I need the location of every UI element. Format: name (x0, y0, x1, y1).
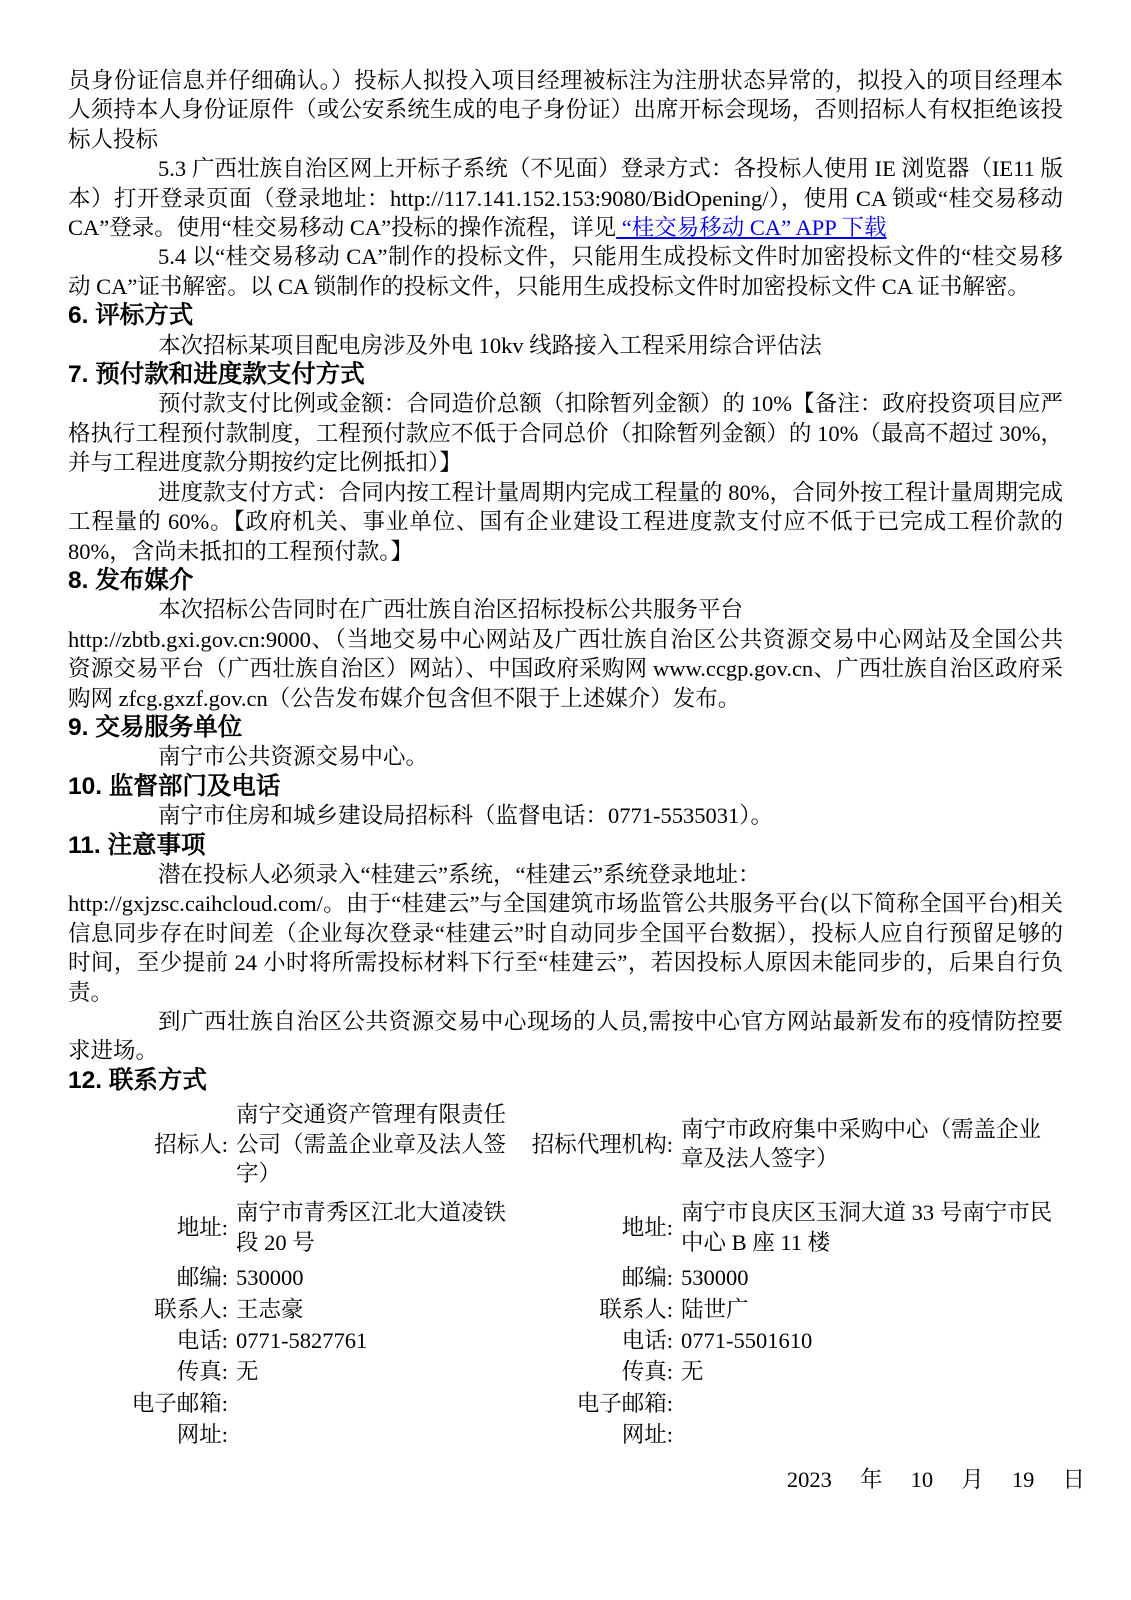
section-7-heading: 7. 预付款和进度款支付方式 (68, 361, 365, 389)
section-10-heading: 10. 监督部门及电话 (68, 772, 281, 800)
ca-app-download-link[interactable]: “桂交易移动 CA” APP 下载 (616, 215, 887, 241)
table-row (68, 1419, 1063, 1450)
agency-contact-value: 陆世广 (681, 1296, 749, 1322)
tenderer-address-value: 南宁市青秀区江北大道凌铁段 20 号 (236, 1200, 507, 1255)
paragraph-5-3 (68, 154, 1063, 242)
section-12-heading: 12. 联系方式 (68, 1066, 207, 1094)
section-11-lead-line: 潜在投标人必须录入“桂建云”系统，“桂建云”系统登录地址： (158, 861, 761, 887)
tenderer-email-value (228, 1388, 523, 1419)
section-9-body: 南宁市公共资源交易中心。 (158, 744, 429, 770)
tenderer-contact-value: 王志豪 (236, 1296, 304, 1322)
agency-label: 招标代理机构: (531, 1131, 673, 1157)
paragraph-5-4: 5.4 以“桂交易移动 CA”制作的投标文件，只能用生成投标文件时加密投标文件的“桂交易移动 CA”证书解密。以 CA 锁制作的投标文件，只能用生成投标文件时加密投标文件 CA 证书解密。 (68, 244, 1063, 299)
tenderer-postcode-value: 530000 (236, 1265, 304, 1291)
section-11-body: http://gxjzsc.caihcloud.com/。由于“桂建云”与全国建筑市场监管公共服务平台(以下简称全国平台)相关信息同步存在时间差（企业每次登录“桂建云”时自动同步全国平台数据），投标人应自行预留足够的时间，至少提前 24 小时将所需投标材料下行至“桂建云”，若因投标人原因未能同步的，后果自行负责。 (68, 891, 1063, 1005)
document-date: 2023 年 10 月 19 日 (786, 1466, 1085, 1492)
agency-phone-value: 0771-5501610 (681, 1328, 813, 1354)
agency-email-label: 电子邮箱: (576, 1390, 673, 1416)
agency-address-value: 南宁市良庆区玉洞大道 33 号南宁市民中心 B 座 11 楼 (681, 1200, 1053, 1255)
section-7-paragraph-2: 进度款支付方式：合同内按工程计量周期内完成工程量的 80%，合同外按工程计量周期完成工程量的 60%。【政府机关、事业单位、国有企业建设工程进度款支付应不低于已完成工程价款的 80%，含尚未抵扣的工程预付款。】 (68, 479, 1063, 564)
section-8-lead-line: 本次招标公告同时在广西壮族自治区招标投标公共服务平台 (158, 597, 744, 623)
tenderer-website-value (228, 1419, 523, 1450)
agency-fax-value: 无 (681, 1359, 704, 1385)
tenderer-contact-label: 联系人: (154, 1296, 228, 1322)
tenderer-website-label: 网址: (176, 1422, 228, 1448)
table-row (68, 1193, 1063, 1262)
contact-table (68, 1095, 1063, 1450)
tenderer-label: 招标人: (154, 1131, 228, 1157)
agency-website-value (673, 1419, 1063, 1450)
section-6-body: 本次招标某项目配电房涉及外电 10kv 线路接入工程采用综合评估法 (158, 332, 822, 358)
tenderer-value: 南宁交通资产管理有限责任公司（需盖企业章及法人签字） (236, 1102, 507, 1187)
agency-phone-label: 电话: (621, 1328, 673, 1354)
agency-address-label: 地址: (621, 1215, 673, 1241)
agency-postcode-label: 邮编: (621, 1265, 673, 1291)
section-7-paragraph-1: 预付款支付比例或金额：合同造价总额（扣除暂列金额）的 10%【备注：政府投资项目应严格执行工程预付款制度，工程预付款应不低于合同总价（扣除暂列金额）的 10%（最高不超过 30%，并与工程进度款分期按约定比例抵扣）】 (68, 391, 1063, 476)
agency-contact-label: 联系人: (599, 1296, 673, 1322)
tenderer-fax-value: 无 (236, 1359, 259, 1385)
paragraph-5-3-text: 5.3 广西壮族自治区网上开标子系统（不见面）登录方式：各投标人使用 IE 浏览器（IE11 版本）打开登录页面（登录地址：http://117.141.152.153:9080/BidOpening/），使用 CA 锁或“桂交易移动 CA”登录。使用“桂交易移动 CA”投标的操作流程，详见 (68, 156, 1063, 241)
table-row (68, 1356, 1063, 1387)
table-row (68, 1325, 1063, 1356)
section-6-heading: 6. 评标方式 (68, 302, 194, 330)
section-9-heading: 9. 交易服务单位 (68, 713, 243, 741)
agency-email-value (673, 1388, 1063, 1419)
table-row (68, 1294, 1063, 1325)
agency-fax-label: 传真: (621, 1359, 673, 1385)
table-row (68, 1388, 1063, 1419)
agency-postcode-value: 530000 (681, 1265, 749, 1291)
paragraph-5-2-continuation: 员身份证信息并仔细确认。）投标人拟投入项目经理被标注为注册状态异常的，拟投入的项目经理本人须持本人身份证原件（或公安系统生成的电子身份证）出席开标会现场，否则招标人有权拒绝该投标人投标 (68, 68, 1063, 152)
section-8-heading: 8. 发布媒介 (68, 566, 194, 594)
table-row (68, 1095, 1063, 1193)
agency-value: 南宁市政府集中采购中心（需盖企业章及法人签字） (681, 1116, 1042, 1172)
tenderer-phone-label: 电话: (176, 1328, 228, 1354)
tenderer-postcode-label: 邮编: (176, 1265, 228, 1291)
tenderer-email-label: 电子邮箱: (131, 1390, 228, 1416)
tenderer-address-label: 地址: (176, 1215, 228, 1241)
section-8-body: http://zbtb.gxi.gov.cn:9000、（当地交易中心网站及广西壮族自治区公共资源交易中心网站及全国公共资源交易平台（广西壮族自治区）网站）、中国政府采购网 www.ccgp.gov.cn、广西壮族自治区政府采购网 zfcg.gxzf.gov.cn（公告发布媒介包含但不限于上述媒介）发布。 (68, 626, 1063, 711)
table-row (68, 1262, 1063, 1293)
tenderer-phone-value: 0771-5827761 (236, 1328, 368, 1354)
agency-website-label: 网址: (621, 1422, 673, 1448)
tenderer-fax-label: 传真: (176, 1359, 228, 1385)
section-11-paragraph-2: 到广西壮族自治区公共资源交易中心现场的人员,需按中心官方网站最新发布的疫情防控要求进场。 (68, 1009, 1063, 1064)
section-11-heading: 11. 注意事项 (68, 831, 206, 859)
section-10-body: 南宁市住房和城乡建设局招标科（监督电话：0771-5535031）。 (158, 803, 773, 829)
